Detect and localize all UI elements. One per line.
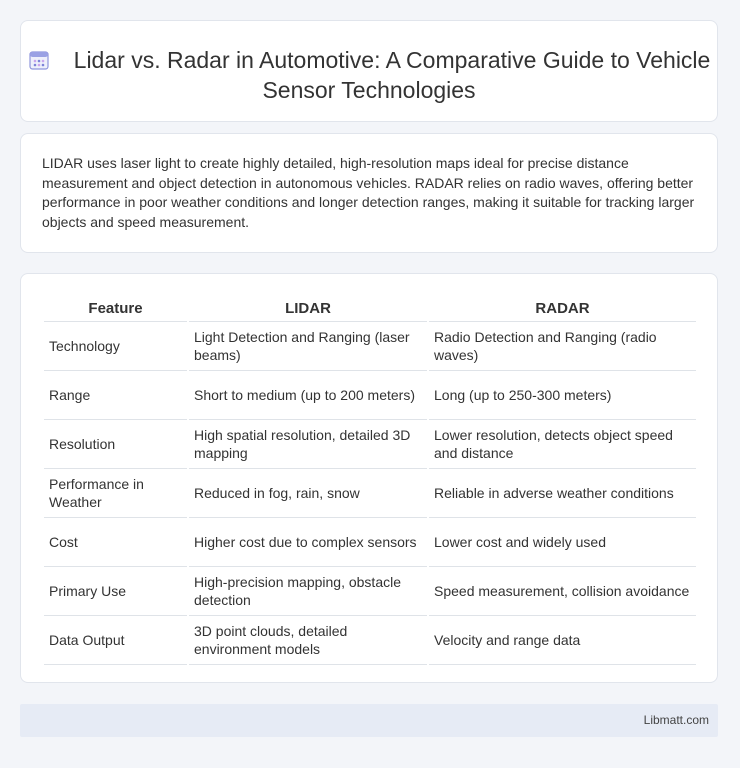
radar-cell: Radio Detection and Ranging (radio waves) bbox=[429, 322, 696, 371]
radar-cell: Long (up to 250-300 meters) bbox=[429, 371, 696, 420]
calendar-icon bbox=[28, 49, 50, 71]
lidar-cell: Short to medium (up to 200 meters) bbox=[189, 371, 427, 420]
comparison-table-card bbox=[20, 273, 718, 683]
table-row bbox=[44, 322, 696, 371]
header-feature: Feature bbox=[44, 294, 187, 322]
footer-bar bbox=[20, 704, 718, 737]
lidar-cell: Light Detection and Ranging (laser beams) bbox=[189, 322, 427, 371]
feature-cell: Resolution bbox=[44, 420, 187, 469]
table-row bbox=[44, 616, 696, 665]
radar-cell: Reliable in adverse weather conditions bbox=[429, 469, 696, 518]
lidar-cell: High-precision mapping, obstacle detection bbox=[189, 567, 427, 616]
feature-cell: Primary Use bbox=[44, 567, 187, 616]
radar-cell: Velocity and range data bbox=[429, 616, 696, 665]
table-row bbox=[44, 420, 696, 469]
footer-brand-link[interactable]: Libmatt.com bbox=[643, 713, 709, 727]
lidar-cell: Reduced in fog, rain, snow bbox=[189, 469, 427, 518]
radar-cell: Lower cost and widely used bbox=[429, 518, 696, 567]
lidar-cell: 3D point clouds, detailed environment models bbox=[189, 616, 427, 665]
feature-cell: Performance in Weather bbox=[44, 469, 187, 518]
lidar-cell: Higher cost due to complex sensors bbox=[189, 518, 427, 567]
title-card bbox=[20, 20, 718, 122]
page-title: Lidar vs. Radar in Automotive: A Comparative Guide to Vehicle Sensor Technologies bbox=[73, 47, 711, 103]
feature-cell: Cost bbox=[44, 518, 187, 567]
table-row bbox=[44, 371, 696, 420]
radar-cell: Speed measurement, collision avoidance bbox=[429, 567, 696, 616]
comparison-table bbox=[42, 294, 698, 665]
table-row bbox=[44, 518, 696, 567]
header-lidar: LIDAR bbox=[189, 294, 427, 322]
feature-cell: Technology bbox=[44, 322, 187, 371]
table-row bbox=[44, 567, 696, 616]
table-row bbox=[44, 469, 696, 518]
feature-cell: Range bbox=[44, 371, 187, 420]
header-radar: RADAR bbox=[429, 294, 696, 322]
summary-card bbox=[20, 133, 718, 253]
page-title-wrap bbox=[21, 45, 717, 105]
summary-text: LIDAR uses laser light to create highly detailed, high-resolution maps ideal for precise distance measurement and object detection in autonomous vehicles. RADAR relies on radio waves, offering better performance in poor weather conditions and longer detection ranges, making it suitable for tracking larger objects and speed measurement. bbox=[42, 155, 695, 230]
table-header-row bbox=[44, 294, 696, 322]
feature-cell: Data Output bbox=[44, 616, 187, 665]
radar-cell: Lower resolution, detects object speed and distance bbox=[429, 420, 696, 469]
lidar-cell: High spatial resolution, detailed 3D mapping bbox=[189, 420, 427, 469]
